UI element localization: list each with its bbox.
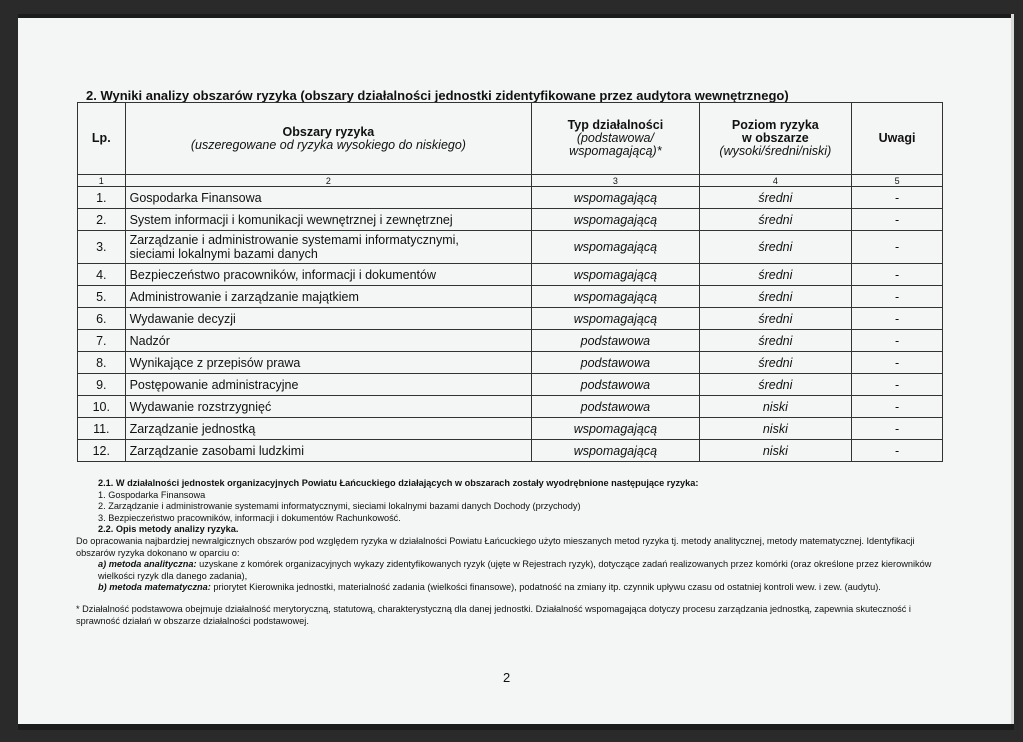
table-row: 8. Wynikające z przepisów prawa podstawowa średni - [78, 352, 943, 374]
table-row: 5. Administrowanie i zarządzanie majątkiem wspomagającą średni - [78, 286, 943, 308]
header-notes: Uwagi [852, 103, 943, 175]
header-type: Typ działalności (podstawowa/ wspomagającą)* [532, 103, 699, 175]
scan-edge-bottom [18, 724, 1014, 730]
table-row: 12. Zarządzanie zasobami ludzkimi wspomagającą niski - [78, 440, 943, 462]
footnote: * Działalność podstawowa obejmuje działalność merytoryczną, statutową, charakterystyczną dla danej jednostki. Działalność wspomagająca dotyczy procesu zarządzania jednostką, zapewnia skuteczność i sprawność działań w obszarze działalności podstawowej. [76, 603, 911, 626]
header-lp: Lp. [78, 103, 126, 175]
scan-edge-right [1011, 14, 1014, 730]
page-number: 2 [503, 670, 511, 685]
table-row: 1. Gospodarka Finansowa wspomagającą średni - [78, 187, 943, 209]
scan-edge-top [18, 14, 1014, 18]
table-row: 6. Wydawanie decyzji wspomagającą średni - [78, 308, 943, 330]
risk-list-item: 3. Bezpieczeństwo pracowników, informacji i dokumentów Rachunkowość. [98, 512, 401, 523]
document-page [18, 14, 1014, 730]
table-row: 2. System informacji i komunikacji wewnętrznej i zewnętrznej wspomagającą średni - [78, 209, 943, 231]
risk-areas-table [77, 102, 943, 462]
risk-list-item: 2. Zarządzanie i administrowanie systemami informatycznymi, sieciami lokalnymi bazami danych Dochody (przychody) [98, 501, 581, 512]
method-a: a) metoda analityczna: uzyskane z komórek organizacyjnych wykazy zidentyfikowanych ryzyk (ujęte w Rejestrach ryzyk), dotyczące zadań realizowanych przez komórki (oraz określone przez kierowników wielkości ryzyk dla danego zadania), [98, 559, 932, 581]
table-header-row [78, 103, 943, 175]
col-number: 4 [699, 175, 852, 187]
method-b: b) metoda matematyczna: priorytet Kierownika jednostki, materialność zadania (wielkości finansowe), podatność na zmiany itp. czynnik upływu czasu od ostatniej kontroli wew. i zew. (audytu). [98, 582, 881, 593]
col-number: 5 [852, 175, 943, 187]
table-row: 4. Bezpieczeństwo pracowników, informacji i dokumentów wspomagającą średni - [78, 264, 943, 286]
section-2-2-title: 2.2. Opis metody analizy ryzyka. [98, 524, 239, 535]
table-row: 7. Nadzór podstawowa średni - [78, 330, 943, 352]
risk-list-item: 1. Gospodarka Finansowa [98, 489, 206, 500]
table-row: 10. Wydawanie rozstrzygnięć podstawowa niski - [78, 396, 943, 418]
notes-section [76, 478, 946, 627]
method-description: Do opracowania najbardziej newralgicznych obszarów pod względem ryzyka w działalności Powiatu Łańcuckiego użyto mieszanych metod ryzyka tj. metody analitycznej, metody matematycznej. Identyfikacji obszarów ryzyka dokonano w oparciu o: [76, 535, 915, 558]
col-number: 3 [532, 175, 699, 187]
section-title: 2. Wyniki analizy obszarów ryzyka (obszary działalności jednostki zidentyfikowane przez audytora wewnętrznego) [86, 88, 789, 103]
table-row: 9. Postępowanie administracyjne podstawowa średni - [78, 374, 943, 396]
col-number: 1 [78, 175, 126, 187]
section-2-1-title: 2.1. W działalności jednostek organizacyjnych Powiatu Łańcuckiego działających w obszarach zostały wyodrębnione następujące ryzyka: [98, 478, 699, 488]
table-row: 3. Zarządzanie i administrowanie systemami informatycznymi, sieciami lokalnymi bazami danych wspomagającą średni - [78, 231, 943, 264]
table-row: 11. Zarządzanie jednostką wspomagającą niski - [78, 418, 943, 440]
header-areas: Obszary ryzyka (uszeregowane od ryzyka wysokiego do niskiego) [125, 103, 532, 175]
column-number-row [78, 175, 943, 187]
header-level: Poziom ryzyka w obszarze (wysoki/średni/niski) [699, 103, 852, 175]
col-number: 2 [125, 175, 532, 187]
